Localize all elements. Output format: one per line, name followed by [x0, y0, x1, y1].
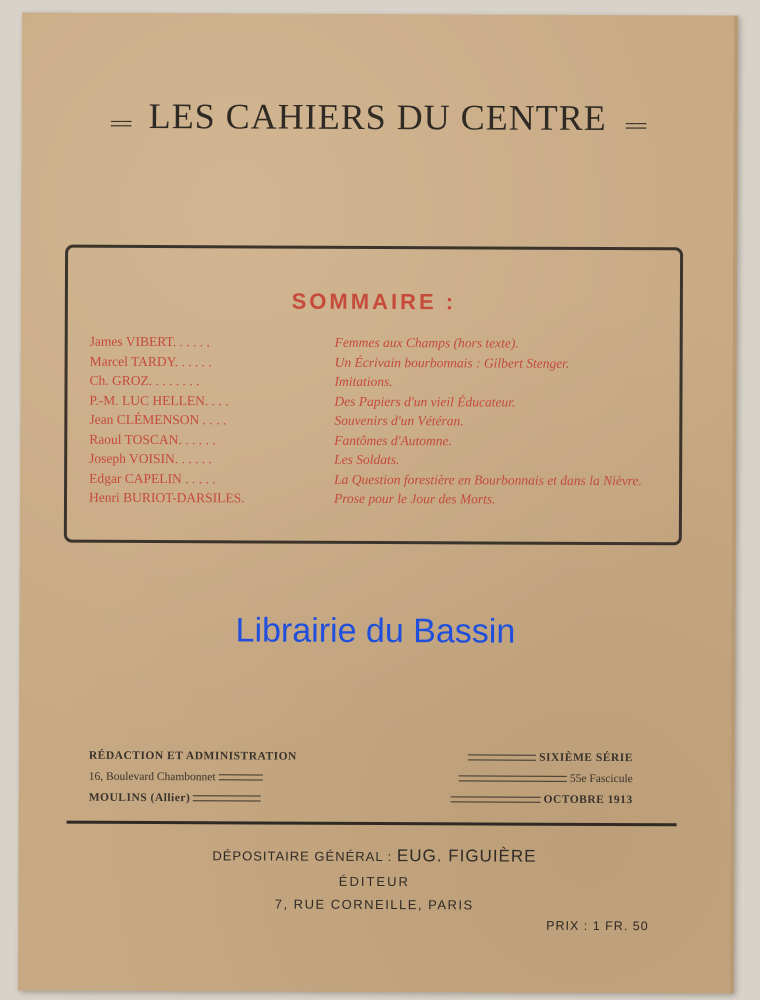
decorative-rule: [193, 796, 261, 802]
toc-row: [89, 410, 669, 432]
toc-title: Femmes aux Champs (hors texte).: [334, 334, 519, 351]
city-line: [89, 788, 297, 810]
series: SIXIÈME SÉRIE: [539, 751, 633, 765]
seller-watermark: Librairie du Bassin: [235, 611, 516, 651]
redaction-label: RÉDACTION ET ADMINISTRATION: [88, 749, 297, 763]
sommaire-heading: SOMMAIRE :: [291, 288, 457, 315]
toc-author: Edgar CAPELIN . . . . .: [89, 470, 216, 486]
toc-title: Prose pour le Jour des Morts.: [333, 490, 496, 507]
toc-title: Un Écrivain bourbonnais : Gilbert Stenger.: [334, 354, 570, 371]
publisher-role: ÉDITEUR: [338, 873, 410, 890]
sommaire-box: [64, 245, 683, 546]
toc-author: Henri BURIOT-DARSILES.: [88, 489, 245, 506]
toc-author: Jean CLÉMENSON . . . .: [89, 411, 227, 428]
toc-title: Souvenirs d'un Vétéran.: [334, 412, 464, 429]
city: MOULINS (Allier): [88, 791, 191, 805]
decorative-rule: [468, 755, 536, 761]
toc-row: [90, 351, 670, 373]
divider: [67, 821, 677, 827]
redaction-info: [89, 746, 297, 810]
date-line: [449, 789, 633, 811]
toc-title: La Question forestière en Bourbonnais et dans la Nièvre.: [334, 471, 642, 488]
publisher-footer: [18, 844, 730, 913]
toc-title: Fantômes d'Automne.: [334, 432, 452, 448]
fascicule: 55e Fascicule: [569, 772, 633, 786]
toc-row: [89, 371, 669, 393]
decorative-rule: [459, 776, 567, 782]
toc-row: [89, 488, 669, 510]
series-info: [449, 747, 633, 811]
toc-author: Raoul TOSCAN. . . . . .: [89, 431, 216, 447]
toc-title: Imitations.: [334, 373, 393, 390]
depositaire-label: DÉPOSITAIRE GÉNÉRAL :: [212, 848, 393, 865]
street-address: 16, Boulevard Chambonnet: [88, 770, 216, 784]
decorative-rule: [451, 797, 541, 803]
right-ornament: ==: [624, 113, 646, 139]
fascicule-line: [449, 768, 633, 790]
toc-row: [89, 468, 669, 490]
toc-row: [89, 449, 669, 471]
toc-author: James VIBERT. . . . . .: [89, 333, 210, 350]
left-ornament: ==: [109, 111, 131, 137]
depositaire-line: [18, 844, 730, 867]
toc-row: [89, 429, 669, 451]
toc-author: Marcel TARDY. . . . . .: [89, 353, 212, 369]
toc-author: Joseph VOISIN. . . . . .: [89, 450, 212, 467]
magazine-cover: [18, 12, 738, 993]
issue-date: OCTOBRE 1913: [543, 793, 633, 807]
toc-row: [89, 390, 669, 412]
magazine-title: LES CAHIERS DU CENTRE: [148, 95, 607, 138]
toc-author: P.-M. LUC HELLEN. . . .: [89, 392, 229, 408]
toc-author: Ch. GROZ. . . . . . . .: [89, 372, 200, 389]
toc-title: Des Papiers d'un vieil Éducateur.: [334, 393, 516, 410]
masthead: [22, 94, 734, 139]
series-line: [449, 747, 633, 769]
price: PRIX : 1 FR. 50: [546, 918, 649, 934]
publisher-name: EUG. FIGUIÈRE: [396, 846, 537, 866]
toc-row: [90, 332, 670, 354]
publisher-address: 7, RUE CORNEILLE, PARIS: [274, 896, 474, 913]
decorative-rule: [218, 775, 262, 781]
address-line: [89, 767, 297, 789]
table-of-contents: [89, 332, 670, 510]
toc-title: Les Soldats.: [334, 451, 400, 468]
